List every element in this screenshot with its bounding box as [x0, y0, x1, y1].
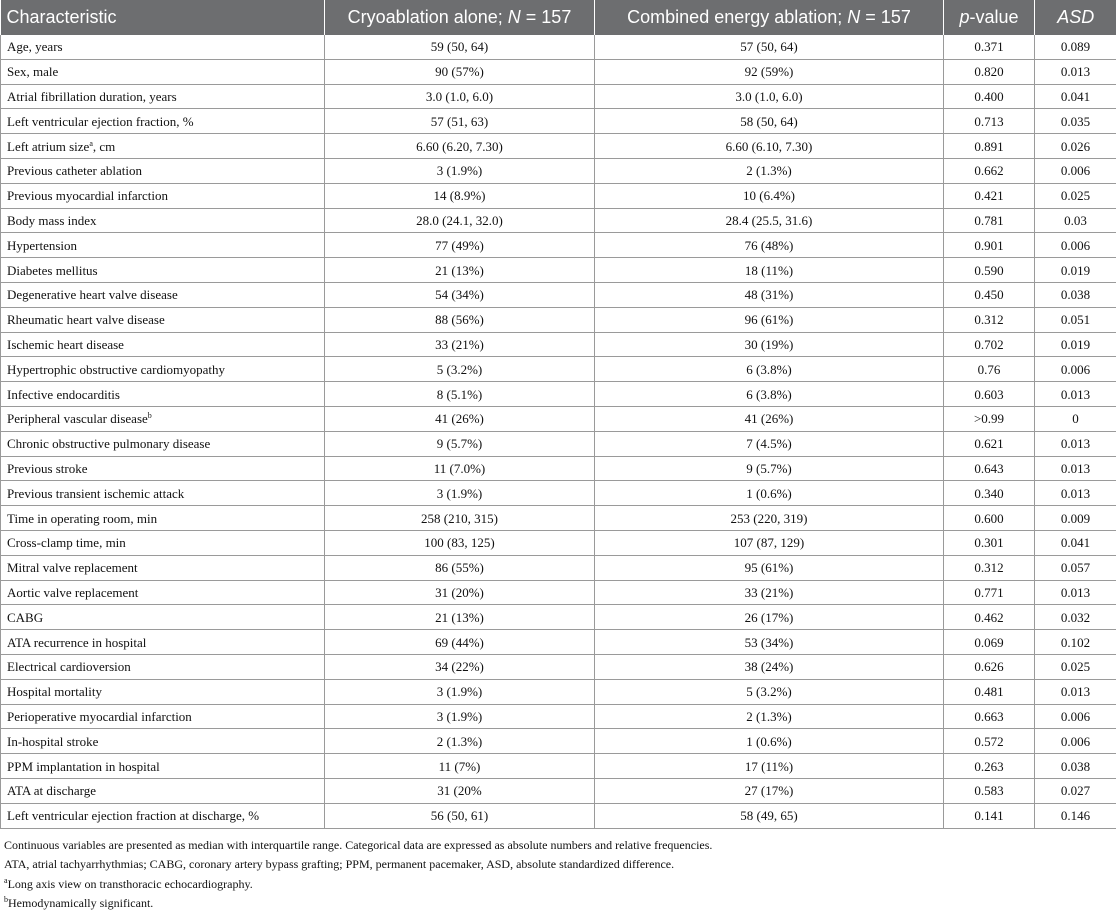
cell-combined: 3.0 (1.0, 6.0) — [595, 84, 944, 109]
cell-characteristic — [1, 282, 325, 307]
cell-p-value: 0.626 — [944, 654, 1035, 679]
cell-asd: 0.013 — [1035, 59, 1116, 84]
cell-asd: 0 — [1035, 406, 1116, 431]
cell-characteristic — [1, 208, 325, 233]
cell-asd: 0.041 — [1035, 84, 1116, 109]
footnote-b — [4, 894, 1112, 914]
table-row — [1, 357, 1116, 382]
table-row — [1, 109, 1116, 134]
table-row — [1, 605, 1116, 630]
cell-combined: 17 (11%) — [595, 754, 944, 779]
cell-p-value: 0.312 — [944, 307, 1035, 332]
cell-p-value: 0.76 — [944, 357, 1035, 382]
table-row — [1, 704, 1116, 729]
cell-characteristic — [1, 158, 325, 183]
characteristic-text: Body mass index — [7, 212, 97, 228]
characteristic-text: CABG — [7, 609, 44, 625]
characteristic-text: Atrial fibrillation duration, years — [7, 88, 177, 104]
cell-cryoablation: 21 (13%) — [325, 605, 595, 630]
cell-cryoablation: 28.0 (24.1, 32.0) — [325, 208, 595, 233]
cell-asd: 0.089 — [1035, 35, 1116, 59]
cell-p-value: 0.603 — [944, 382, 1035, 407]
cell-characteristic — [1, 258, 325, 283]
characteristic-text: Hypertension — [7, 237, 78, 253]
header-combined-label: Combined energy ablation; — [627, 7, 848, 27]
cell-characteristic — [1, 35, 325, 59]
table-row — [1, 35, 1116, 59]
characteristic-text: Cross-clamp time, min — [7, 535, 126, 551]
cell-cryoablation: 11 (7.0%) — [325, 456, 595, 481]
footnote-line-2: ATA, atrial tachyarrhythmias; CABG, coronary artery bypass grafting; PPM, permanent pacemaker, ASD, absolute standardized difference. — [4, 857, 675, 871]
cell-p-value: 0.781 — [944, 208, 1035, 233]
cell-combined: 1 (0.6%) — [595, 729, 944, 754]
characteristic-text: Chronic obstructive pulmonary disease — [7, 436, 211, 452]
cell-characteristic — [1, 183, 325, 208]
cell-asd: 0.006 — [1035, 357, 1116, 382]
cell-p-value: 0.263 — [944, 754, 1035, 779]
cell-combined: 10 (6.4%) — [595, 183, 944, 208]
characteristic-text: PPM implantation in hospital — [7, 758, 160, 774]
table-footnotes — [0, 829, 1116, 914]
footnote-b-mark: b — [4, 895, 8, 904]
footnote-a-text: Long axis view on transthoracic echocardiography. — [7, 876, 253, 891]
table-row — [1, 679, 1116, 704]
cell-characteristic — [1, 704, 325, 729]
cell-combined: 27 (17%) — [595, 778, 944, 803]
header-characteristic — [1, 0, 325, 35]
cell-p-value: 0.400 — [944, 84, 1035, 109]
table-row — [1, 183, 1116, 208]
table-row — [1, 208, 1116, 233]
cell-cryoablation: 41 (26%) — [325, 406, 595, 431]
cell-cryoablation: 31 (20%) — [325, 580, 595, 605]
cell-asd: 0.009 — [1035, 506, 1116, 531]
characteristic-text: Ischemic heart disease — [7, 336, 124, 352]
header-cryoablation — [325, 0, 595, 35]
header-asd — [1035, 0, 1116, 35]
cell-asd: 0.013 — [1035, 431, 1116, 456]
cell-asd: 0.102 — [1035, 630, 1116, 655]
cell-combined: 96 (61%) — [595, 307, 944, 332]
cell-cryoablation: 2 (1.3%) — [325, 729, 595, 754]
cell-characteristic — [1, 357, 325, 382]
characteristic-text: Previous transient ischemic attack — [7, 485, 185, 501]
table-row — [1, 456, 1116, 481]
cell-combined: 30 (19%) — [595, 332, 944, 357]
cell-asd: 0.051 — [1035, 307, 1116, 332]
cell-characteristic — [1, 481, 325, 506]
header-cryo-n-value: = 157 — [520, 7, 572, 27]
cell-cryoablation: 11 (7%) — [325, 754, 595, 779]
cell-p-value: 0.572 — [944, 729, 1035, 754]
cell-combined: 57 (50, 64) — [595, 35, 944, 59]
table-row — [1, 158, 1116, 183]
cell-combined: 76 (48%) — [595, 233, 944, 258]
cell-p-value: 0.621 — [944, 431, 1035, 456]
cell-characteristic — [1, 233, 325, 258]
cell-asd: 0.03 — [1035, 208, 1116, 233]
cell-combined: 33 (21%) — [595, 580, 944, 605]
cell-combined: 7 (4.5%) — [595, 431, 944, 456]
table-row — [1, 431, 1116, 456]
cell-p-value: 0.662 — [944, 158, 1035, 183]
header-characteristic-label: Characteristic — [6, 7, 117, 27]
cell-cryoablation: 57 (51, 63) — [325, 109, 595, 134]
footnote-b-text: Hemodynamically significant. — [8, 896, 154, 910]
cell-p-value: 0.702 — [944, 332, 1035, 357]
cell-characteristic — [1, 406, 325, 431]
cell-characteristic — [1, 605, 325, 630]
cell-combined: 26 (17%) — [595, 605, 944, 630]
characteristic-text: Mitral valve replacement — [7, 560, 138, 576]
cell-characteristic — [1, 803, 325, 828]
cell-characteristic — [1, 109, 325, 134]
table-body — [1, 35, 1116, 828]
table-row — [1, 481, 1116, 506]
table-row — [1, 84, 1116, 109]
cell-asd: 0.013 — [1035, 580, 1116, 605]
cell-cryoablation: 54 (34%) — [325, 282, 595, 307]
header-p-value — [944, 0, 1035, 35]
characteristic-text: Hypertrophic obstructive cardiomyopathy — [7, 361, 226, 377]
cell-combined: 9 (5.7%) — [595, 456, 944, 481]
cell-cryoablation: 59 (50, 64) — [325, 35, 595, 59]
cell-characteristic — [1, 530, 325, 555]
cell-p-value: 0.481 — [944, 679, 1035, 704]
table-row — [1, 258, 1116, 283]
cell-cryoablation: 6.60 (6.20, 7.30) — [325, 134, 595, 159]
characteristic-text: Degenerative heart valve disease — [7, 287, 178, 303]
cell-characteristic — [1, 679, 325, 704]
header-cryo-label: Cryoablation alone; — [347, 7, 508, 27]
cell-p-value: 0.583 — [944, 778, 1035, 803]
cell-asd: 0.057 — [1035, 555, 1116, 580]
cell-cryoablation: 100 (83, 125) — [325, 530, 595, 555]
cell-p-value: 0.713 — [944, 109, 1035, 134]
cell-combined: 41 (26%) — [595, 406, 944, 431]
cell-characteristic — [1, 456, 325, 481]
characteristic-text: Diabetes mellitus — [7, 262, 98, 278]
cell-cryoablation: 3 (1.9%) — [325, 679, 595, 704]
table-row — [1, 134, 1116, 159]
cell-cryoablation: 258 (210, 315) — [325, 506, 595, 531]
cell-asd: 0.041 — [1035, 530, 1116, 555]
cell-combined: 38 (24%) — [595, 654, 944, 679]
characteristic-text: ATA recurrence in hospital — [7, 634, 147, 650]
characteristic-text: Left ventricular ejection fraction at discharge, % — [7, 808, 260, 824]
characteristic-text: In-hospital stroke — [7, 733, 99, 749]
table-row — [1, 332, 1116, 357]
cell-characteristic — [1, 134, 325, 159]
cell-combined: 28.4 (25.5, 31.6) — [595, 208, 944, 233]
cell-characteristic — [1, 555, 325, 580]
cell-p-value: 0.590 — [944, 258, 1035, 283]
table-row — [1, 530, 1116, 555]
cell-combined: 92 (59%) — [595, 59, 944, 84]
cell-characteristic — [1, 580, 325, 605]
cell-cryoablation: 90 (57%) — [325, 59, 595, 84]
cell-p-value: 0.340 — [944, 481, 1035, 506]
cell-p-value: 0.901 — [944, 233, 1035, 258]
cell-p-value: 0.771 — [944, 580, 1035, 605]
header-combined — [595, 0, 944, 35]
characteristic-text: Aortic valve replacement — [7, 584, 139, 600]
cell-asd: 0.013 — [1035, 481, 1116, 506]
cell-p-value: 0.371 — [944, 35, 1035, 59]
cell-asd: 0.006 — [1035, 729, 1116, 754]
cell-combined: 48 (31%) — [595, 282, 944, 307]
cell-p-value: 0.643 — [944, 456, 1035, 481]
cell-characteristic — [1, 84, 325, 109]
cell-characteristic — [1, 729, 325, 754]
cell-cryoablation: 31 (20% — [325, 778, 595, 803]
cell-p-value: 0.891 — [944, 134, 1035, 159]
cell-combined: 107 (87, 129) — [595, 530, 944, 555]
characteristic-suffix: , cm — [92, 138, 116, 154]
cell-combined: 95 (61%) — [595, 555, 944, 580]
table-row — [1, 754, 1116, 779]
characteristic-text: Left atrium size — [7, 138, 90, 154]
cell-combined: 5 (3.2%) — [595, 679, 944, 704]
cell-combined: 2 (1.3%) — [595, 158, 944, 183]
table-row — [1, 233, 1116, 258]
cell-combined: 58 (50, 64) — [595, 109, 944, 134]
footnote-marker: a — [89, 138, 93, 148]
cell-asd: 0.019 — [1035, 258, 1116, 283]
header-p-suffix: -value — [969, 7, 1019, 27]
cell-asd: 0.032 — [1035, 605, 1116, 630]
cell-characteristic — [1, 778, 325, 803]
cell-asd: 0.025 — [1035, 183, 1116, 208]
cell-asd: 0.006 — [1035, 158, 1116, 183]
cell-cryoablation: 88 (56%) — [325, 307, 595, 332]
cell-combined: 253 (220, 319) — [595, 506, 944, 531]
table-row — [1, 307, 1116, 332]
cell-combined: 1 (0.6%) — [595, 481, 944, 506]
cell-cryoablation: 77 (49%) — [325, 233, 595, 258]
cell-characteristic — [1, 307, 325, 332]
cell-cryoablation: 9 (5.7%) — [325, 431, 595, 456]
table-row — [1, 506, 1116, 531]
cell-p-value: 0.312 — [944, 555, 1035, 580]
cell-cryoablation: 34 (22%) — [325, 654, 595, 679]
cell-characteristic — [1, 630, 325, 655]
cell-p-value: 0.069 — [944, 630, 1035, 655]
cell-p-value: 0.141 — [944, 803, 1035, 828]
characteristic-text: Age, years — [7, 39, 63, 55]
table-row — [1, 630, 1116, 655]
cell-p-value: 0.663 — [944, 704, 1035, 729]
cell-p-value: 0.462 — [944, 605, 1035, 630]
cell-cryoablation: 14 (8.9%) — [325, 183, 595, 208]
table-row — [1, 406, 1116, 431]
cell-asd: 0.038 — [1035, 282, 1116, 307]
characteristic-text: Hospital mortality — [7, 684, 102, 700]
table-row — [1, 580, 1116, 605]
cell-p-value: 0.820 — [944, 59, 1035, 84]
cell-combined: 6 (3.8%) — [595, 382, 944, 407]
characteristic-text: Electrical cardioversion — [7, 659, 131, 675]
cell-asd: 0.013 — [1035, 679, 1116, 704]
cell-combined: 58 (49, 65) — [595, 803, 944, 828]
cell-p-value: 0.301 — [944, 530, 1035, 555]
characteristic-text: Previous catheter ablation — [7, 163, 143, 179]
cell-asd: 0.146 — [1035, 803, 1116, 828]
cell-asd: 0.006 — [1035, 704, 1116, 729]
cell-p-value: 0.421 — [944, 183, 1035, 208]
cell-combined: 6 (3.8%) — [595, 357, 944, 382]
cell-asd: 0.038 — [1035, 754, 1116, 779]
footnote-a-mark: a — [4, 875, 8, 885]
cell-cryoablation: 3.0 (1.0, 6.0) — [325, 84, 595, 109]
footnote-a — [4, 875, 1112, 895]
header-row — [1, 0, 1116, 35]
characteristic-text: Rheumatic heart valve disease — [7, 312, 165, 328]
header-combined-n: N — [847, 7, 861, 27]
header-combined-n-value: = 157 — [860, 7, 911, 27]
cell-characteristic — [1, 59, 325, 84]
cell-characteristic — [1, 654, 325, 679]
header-asd-label: ASD — [1057, 7, 1095, 27]
cell-cryoablation: 21 (13%) — [325, 258, 595, 283]
table-header — [1, 0, 1116, 35]
cell-cryoablation: 33 (21%) — [325, 332, 595, 357]
characteristic-text: Infective endocarditis — [7, 386, 120, 402]
characteristic-text: ATA at discharge — [7, 783, 96, 799]
cell-cryoablation: 3 (1.9%) — [325, 158, 595, 183]
cell-asd: 0.026 — [1035, 134, 1116, 159]
characteristic-text: Previous stroke — [7, 460, 88, 476]
table-row — [1, 729, 1116, 754]
characteristic-text: Previous myocardial infarction — [7, 188, 169, 204]
cell-cryoablation: 69 (44%) — [325, 630, 595, 655]
table-row — [1, 59, 1116, 84]
cell-characteristic — [1, 431, 325, 456]
cell-characteristic — [1, 506, 325, 531]
cell-combined: 53 (34%) — [595, 630, 944, 655]
characteristic-text: Peripheral vascular disease — [7, 411, 148, 427]
header-cryo-n: N — [507, 7, 521, 27]
header-p-symbol: p — [959, 7, 970, 27]
cell-asd: 0.013 — [1035, 382, 1116, 407]
cell-p-value: >0.99 — [944, 406, 1035, 431]
characteristic-text: Perioperative myocardial infarction — [7, 708, 192, 724]
characteristic-text: Time in operating room, min — [7, 510, 158, 526]
cell-p-value: 0.600 — [944, 506, 1035, 531]
cell-combined: 18 (11%) — [595, 258, 944, 283]
cell-asd: 0.027 — [1035, 778, 1116, 803]
cell-combined: 6.60 (6.10, 7.30) — [595, 134, 944, 159]
cell-cryoablation: 3 (1.9%) — [325, 704, 595, 729]
cell-cryoablation: 86 (55%) — [325, 555, 595, 580]
footnote-line-1: Continuous variables are presented as median with interquartile range. Categorical data are expressed as absolute numbers and relative frequencies. — [4, 837, 713, 852]
cell-p-value: 0.450 — [944, 282, 1035, 307]
cell-asd: 0.006 — [1035, 233, 1116, 258]
cell-asd: 0.025 — [1035, 654, 1116, 679]
table-row — [1, 282, 1116, 307]
table-row — [1, 778, 1116, 803]
cell-cryoablation: 8 (5.1%) — [325, 382, 595, 407]
table-row — [1, 803, 1116, 828]
cell-characteristic — [1, 382, 325, 407]
cell-cryoablation: 56 (50, 61) — [325, 803, 595, 828]
characteristic-text: Sex, male — [7, 64, 59, 80]
cell-asd: 0.013 — [1035, 456, 1116, 481]
cell-asd: 0.019 — [1035, 332, 1116, 357]
cell-cryoablation: 5 (3.2%) — [325, 357, 595, 382]
cell-cryoablation: 3 (1.9%) — [325, 481, 595, 506]
cell-characteristic — [1, 754, 325, 779]
cell-characteristic — [1, 332, 325, 357]
cell-combined: 2 (1.3%) — [595, 704, 944, 729]
table-row — [1, 654, 1116, 679]
table-row — [1, 382, 1116, 407]
cell-asd: 0.035 — [1035, 109, 1116, 134]
characteristic-text: Left ventricular ejection fraction, % — [7, 113, 194, 129]
footnote-marker: b — [147, 411, 152, 421]
table-row — [1, 555, 1116, 580]
